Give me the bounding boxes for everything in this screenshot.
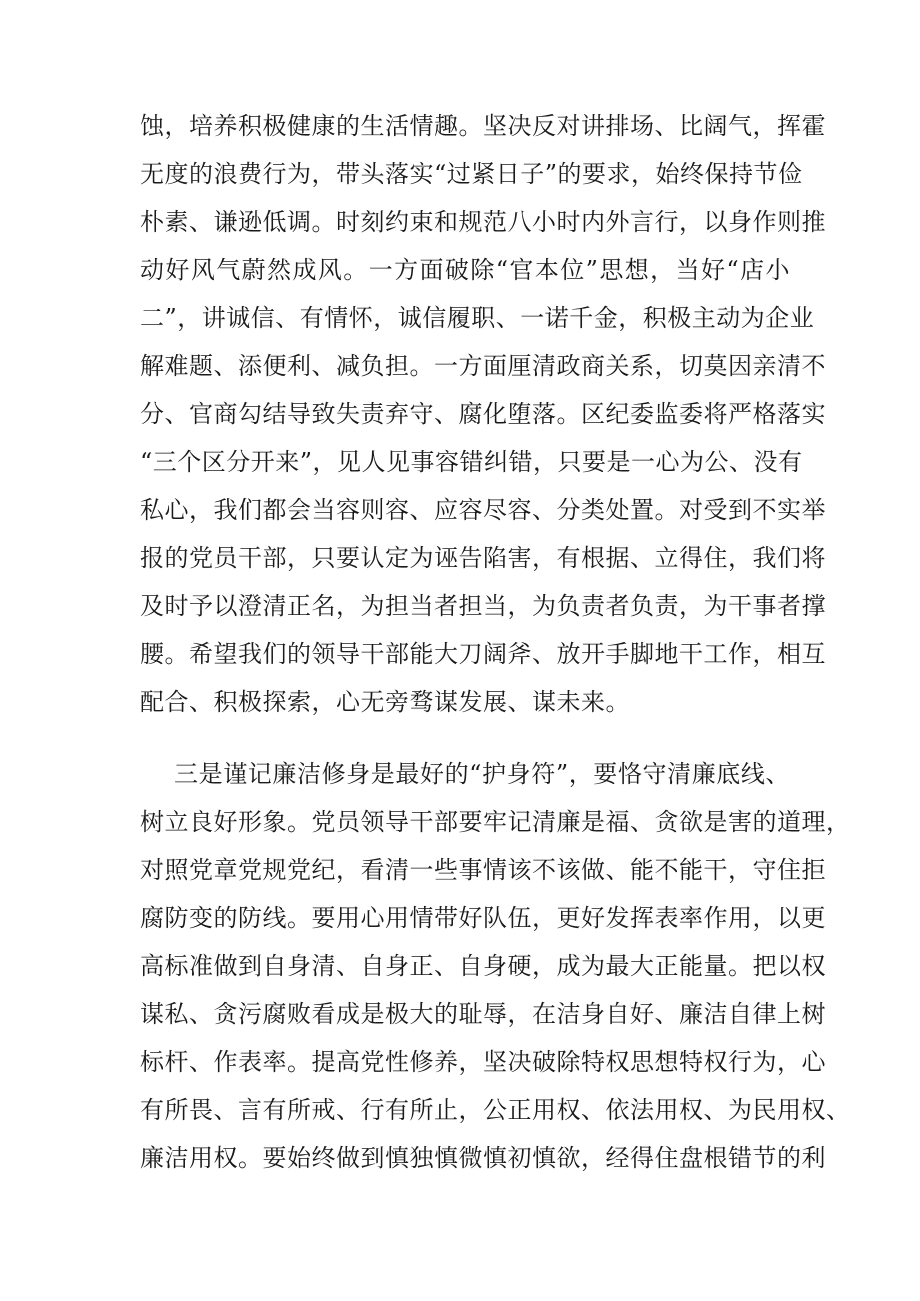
paragraph-1-line-12: 腰。希望我们的领导干部能大刀阔斧、放开手脚地干工作，相互 (140, 640, 826, 668)
paragraph-2-line-1: 三是谨记廉洁修身是最好的“护身符”，要恪守清廉底线、 (174, 760, 790, 788)
paragraph-2-line-2: 树立良好形象。党员领导干部要牢记清廉是福、贪欲是害的道理， (140, 808, 851, 836)
paragraph-1-line-3: 朴素、谦逊低调。时刻约束和规范八小时内外言行，以身作则推 (140, 208, 826, 236)
paragraph-1-line-11: 及时予以澄清正名，为担当者担当，为负责者负责，为干事者撑 (140, 592, 826, 620)
paragraph-1-line-13: 配合、积极探索，心无旁骛谋发展、谋未来。 (140, 688, 630, 716)
paragraph-2-line-9: 廉洁用权。要始终做到慎独慎微慎初慎欲，经得住盘根错节的利 (140, 1144, 826, 1172)
paragraph-2-line-8: 有所畏、言有所戒、行有所止，公正用权、依法用权、为民用权、 (140, 1096, 851, 1124)
paragraph-1-line-4: 动好风气蔚然成风。一方面破除“官本位”思想，当好“店小 (140, 256, 790, 284)
paragraph-1-line-2: 无度的浪费行为，带头落实“过紧日子”的要求，始终保持节俭 (140, 160, 803, 188)
paragraph-1-line-9: 私心，我们都会当容则容、应容尽容、分类处置。对受到不实举 (140, 496, 826, 524)
paragraph-2-line-3: 对照党章党规党纪，看清一些事情该不该做、能不能干，守住拒 (140, 856, 826, 884)
paragraph-1-line-1: 蚀，培养积极健康的生活情趣。坚决反对讲排场、比阔气，挥霍 (140, 112, 826, 140)
paragraph-1-line-8: “三个区分开来”，见人见事容错纠错，只要是一心为公、没有 (140, 448, 803, 476)
paragraph-1-line-7: 分、官商勾结导致失责弃守、腐化堕落。区纪委监委将严格落实 (140, 400, 826, 428)
paragraph-2-line-7: 标杆、作表率。提高党性修养，坚决破除特权思想特权行为，心 (140, 1048, 826, 1076)
paragraph-2-line-4: 腐防变的防线。要用心用情带好队伍，更好发挥表率作用，以更 (140, 904, 826, 932)
paragraph-1-line-10: 报的党员干部，只要认定为诬告陷害，有根据、立得住，我们将 (140, 544, 826, 572)
paragraph-1-line-5: 二”，讲诚信、有情怀，诚信履职、一诺千金，积极主动为企业 (140, 304, 815, 332)
paragraph-1-line-6: 解难题、添便利、减负担。一方面厘清政商关系，切莫因亲清不 (140, 352, 826, 380)
paragraph-2-line-5: 高标准做到自身清、自身正、自身硬，成为最大正能量。把以权 (140, 952, 826, 980)
paragraph-2-line-6: 谋私、贪污腐败看成是极大的耻辱，在洁身自好、廉洁自律上树 (140, 1000, 826, 1028)
